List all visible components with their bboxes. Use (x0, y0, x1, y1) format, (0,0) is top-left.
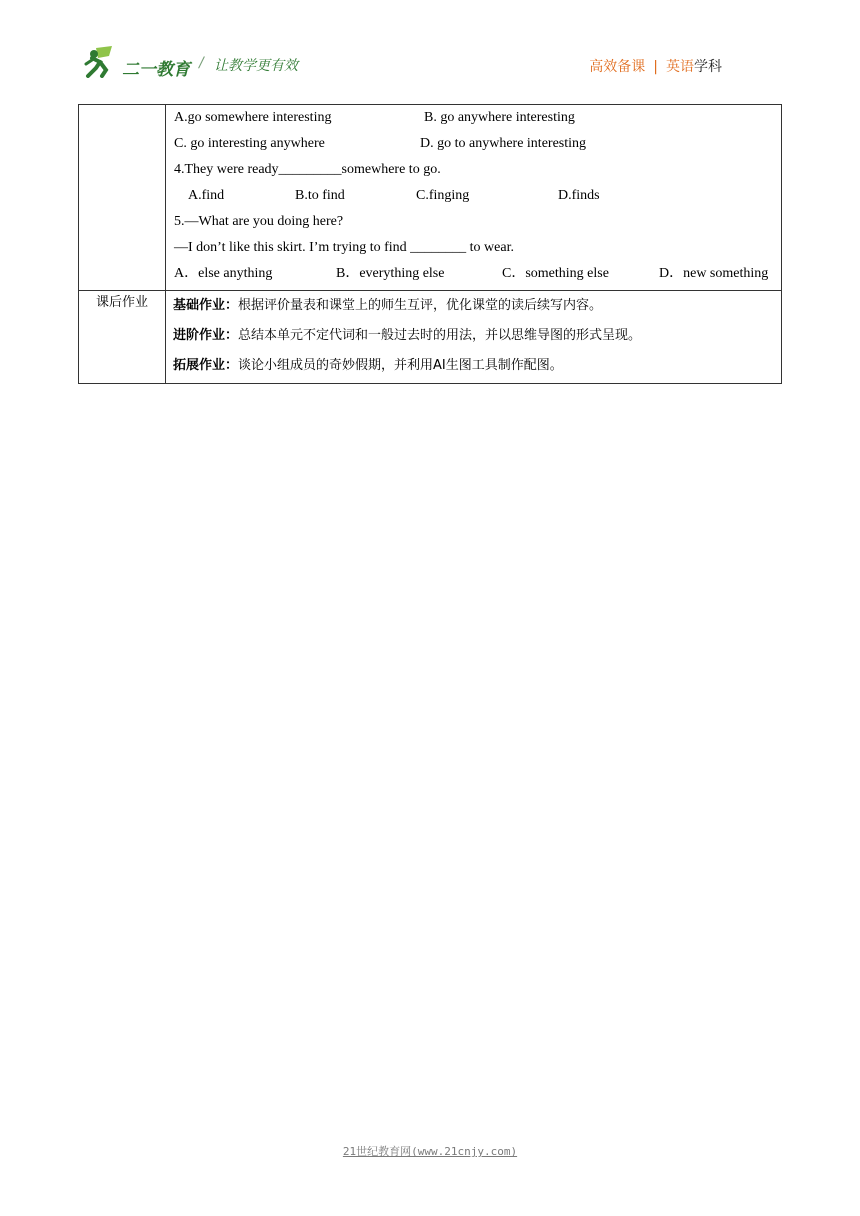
exercise-row (79, 105, 782, 291)
homework-basic-text: 根据评价量表和课堂上的师生互评，优化课堂的读后续写内容。 (238, 298, 603, 313)
q3-option-a: A.go somewhere interesting (174, 110, 332, 125)
q4-options (166, 183, 781, 209)
logo-text: 二一教育 (122, 60, 190, 80)
q4-option-c: C.finging (416, 188, 470, 203)
q5-stem: 5.—What are you doing here? (174, 214, 344, 229)
homework-extended-label: 拓展作业： (173, 358, 239, 373)
homework-extended (166, 351, 781, 381)
q3-options-cd (166, 131, 781, 157)
q3-option-c: C. go interesting anywhere (174, 136, 325, 151)
header-prep-label: 高效备课 (589, 59, 646, 75)
lesson-table (78, 104, 782, 384)
q3-option-b: B. go anywhere interesting (424, 110, 575, 125)
homework-advanced-text: 总结本单元不定代词和一般过去时的用法，并以思维导图的形式呈现。 (238, 328, 642, 343)
q4-stem-line (166, 157, 781, 183)
q4-stem: 4.They were ready_________somewhere to go. (174, 162, 441, 177)
q5-option-b: B．everything else (336, 266, 445, 281)
header-separator: | (653, 59, 658, 75)
homework-extended-text: 谈论小组成员的奇妙假期，并利用AI生图工具制作配图。 (238, 358, 563, 373)
q5-second-line (166, 235, 781, 261)
homework-advanced-label: 进阶作业： (173, 328, 239, 343)
q4-option-b: B.to find (295, 188, 345, 203)
homework-row-label: 课后作业 (79, 291, 166, 384)
homework-basic (166, 291, 781, 321)
running-figure-icon (82, 46, 124, 78)
q3-option-d: D. go to anywhere interesting (420, 136, 587, 151)
q5-option-a: A．else anything (174, 266, 273, 281)
q4-option-a: A.find (188, 188, 225, 203)
q5-stem-line (166, 209, 781, 235)
header-slogan: 让教学更有效 (214, 58, 298, 74)
exercise-row-label-cell (79, 105, 166, 291)
q3-options-ab (166, 105, 781, 131)
q5-option-d: D．new something (659, 266, 769, 281)
homework-row (79, 291, 782, 384)
exercise-content-cell (166, 105, 782, 291)
q5-options (166, 261, 781, 287)
header-subject-english: 英语 (666, 59, 694, 75)
q5-option-c: C．something else (502, 266, 609, 281)
footer-link[interactable]: 21世纪教育网(www.21cnjy.com) (342, 1145, 518, 1158)
page-header (78, 44, 782, 84)
logo (82, 44, 194, 78)
homework-advanced (166, 321, 781, 351)
homework-basic-label: 基础作业： (173, 298, 239, 313)
q4-option-d: D.finds (558, 188, 600, 203)
header-subject-suffix: 学科 (694, 59, 722, 75)
q5-line2: —I don’t like this skirt. I’m trying to find ________ to wear. (174, 240, 514, 255)
header-slash: / (199, 55, 204, 71)
homework-content-cell (166, 291, 782, 384)
header-subject (589, 56, 722, 76)
